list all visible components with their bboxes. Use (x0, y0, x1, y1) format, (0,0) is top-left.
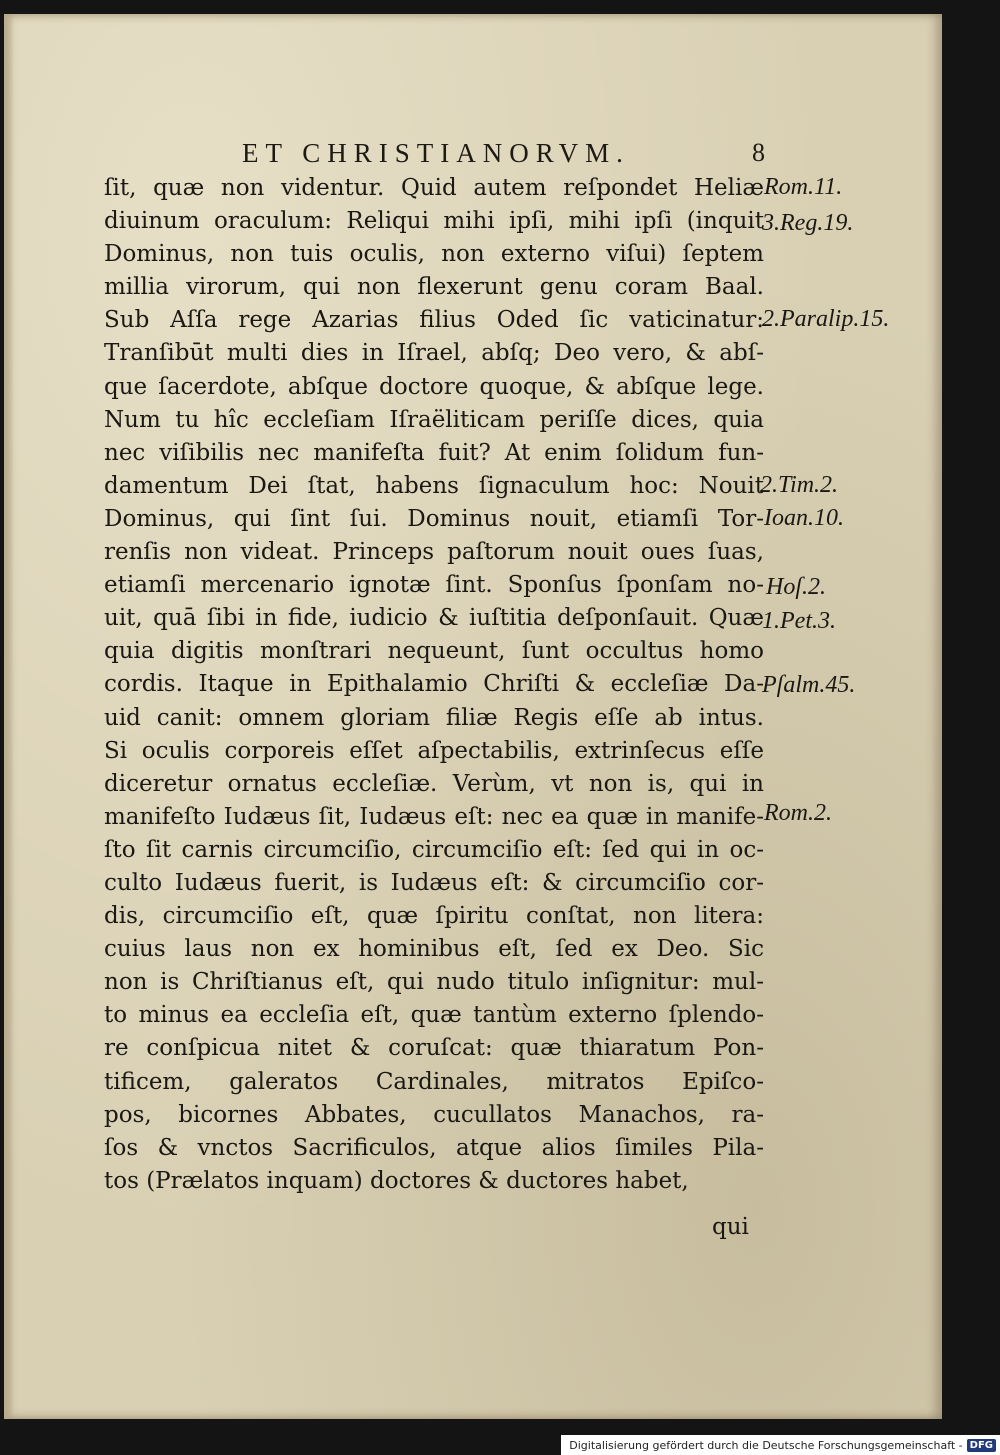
text-line: Sub Aſſa rege Azarias filius Oded ſic vaticinatur: (104, 307, 764, 334)
text-line: uid canit: omnem gloriam filiæ Regis eſſe ab intus. (104, 704, 764, 731)
text-line: quia digitis monſtrari nequeunt, ſunt occultus homo (104, 638, 764, 665)
text-line: Si oculis corporeis eſſet aſpectabilis, extrinſecus eſſe (104, 737, 764, 764)
margin-note: Pſalm.45. (762, 672, 856, 698)
text-line: re conſpicua nitet & coruſcat: quæ thiaratum Pon- (104, 1035, 764, 1062)
text-line: ſit, quæ non videntur. Quid autem reſpondet Heliæ (104, 175, 764, 201)
text-line: Dominus, qui ſint ſui. Dominus nouit, etiamſi Tor- (104, 505, 764, 532)
text-line: tos (Prælatos inquam) doctores & ductores habet, (104, 1167, 689, 1194)
text-line: renſis non videat. Princeps paſtorum nouit oues ſuas, (104, 539, 764, 566)
text-line: ſto ſit carnis circumciſio, circumciſio eſt: ſed qui in oc- (104, 836, 764, 863)
text-line: manifeſto Iudæus ſit, Iudæus eſt: nec ea quæ in manife- (104, 803, 764, 830)
text-line: dis, circumciſio eſt, quæ ſpiritu conſtat, non litera: (104, 903, 764, 930)
text-line: Num tu hîc eccleſiam Iſraëliticam periſſe dices, quia (104, 406, 764, 433)
text-line: etiamſi mercenario ignotæ ſint. Sponſus ſponſam no- (104, 572, 764, 599)
text-line: pos, bicornes Abbates, cucullatos Manachos, ra- (104, 1101, 764, 1128)
text-line: Tranſibūt multi dies in Iſrael, abſq; Deo vero, & abſ- (104, 340, 764, 367)
text-line: diceretur ornatus eccleſiæ. Verùm, vt non is, qui in (104, 770, 764, 797)
margin-note: 1.Pet.3. (762, 608, 836, 634)
text-line: ſos & vnctos Sacrificulos, atque alios ſimiles Pila- (104, 1134, 764, 1161)
margin-note: 2.Tim.2. (760, 472, 839, 498)
margin-note: 2.Paralip.15. (762, 306, 890, 332)
margin-note: Rom.11. (764, 174, 843, 200)
text-line: nec viſibilis nec manifeſta fuit? At enim ſolidum fun- (104, 439, 764, 466)
credit-text: Digitalisierung gefördert durch die Deutsche Forschungsgemeinschaft - (569, 1438, 963, 1452)
text-line: damentum Dei ſtat, habens ſignaculum hoc: Nouit (104, 472, 764, 499)
margin-note: Rom.2. (764, 800, 832, 826)
margin-note: Ioan.10. (764, 505, 844, 531)
digitization-credit (561, 1435, 1000, 1455)
text-line: tificem, galeratos Cardinales, mitratos Epiſco- (104, 1068, 764, 1095)
text-line: to minus ea eccleſia eſt, quæ tantùm externo ſplendo- (104, 1002, 764, 1029)
text-line: culto Iudæus fuerit, is Iudæus eſt: & circumciſio cor- (104, 869, 764, 896)
catchword: qui (712, 1214, 749, 1240)
text-line: uit, quā ſibi in fide, iudicio & iuſtitia deſponſauit. Quæ (104, 605, 764, 632)
text-line: millia virorum, qui non flexerunt genu coram Baal. (104, 274, 764, 301)
page-number: 8 (752, 138, 765, 167)
page-binding-shadow (4, 14, 14, 1419)
margin-note: 3.Reg.19. (762, 210, 854, 236)
body-text (104, 172, 764, 1198)
dfg-logo-icon: DFG (967, 1439, 996, 1452)
running-head: ET CHRISTIANORVM. (242, 138, 630, 168)
text-line: cordis. Itaque in Epithalamio Chriſti & eccleſiæ Da- (104, 671, 764, 698)
text-line: que ſacerdote, abſque doctore quoque, & abſque lege. (104, 373, 764, 400)
text-line: cuius laus non ex hominibus eſt, ſed ex Deo. Sic (104, 936, 764, 963)
text-line: Dominus, non tuis oculis, non externo viſui) ſeptem (104, 241, 764, 268)
text-line: non is Chriſtianus eſt, qui nudo titulo inſignitur: mul- (104, 969, 764, 996)
text-line: diuinum oraculum: Reliqui mihi ipſi, mihi ipſi (inquit (104, 208, 764, 235)
margin-note: Hoſ.2. (766, 574, 826, 600)
